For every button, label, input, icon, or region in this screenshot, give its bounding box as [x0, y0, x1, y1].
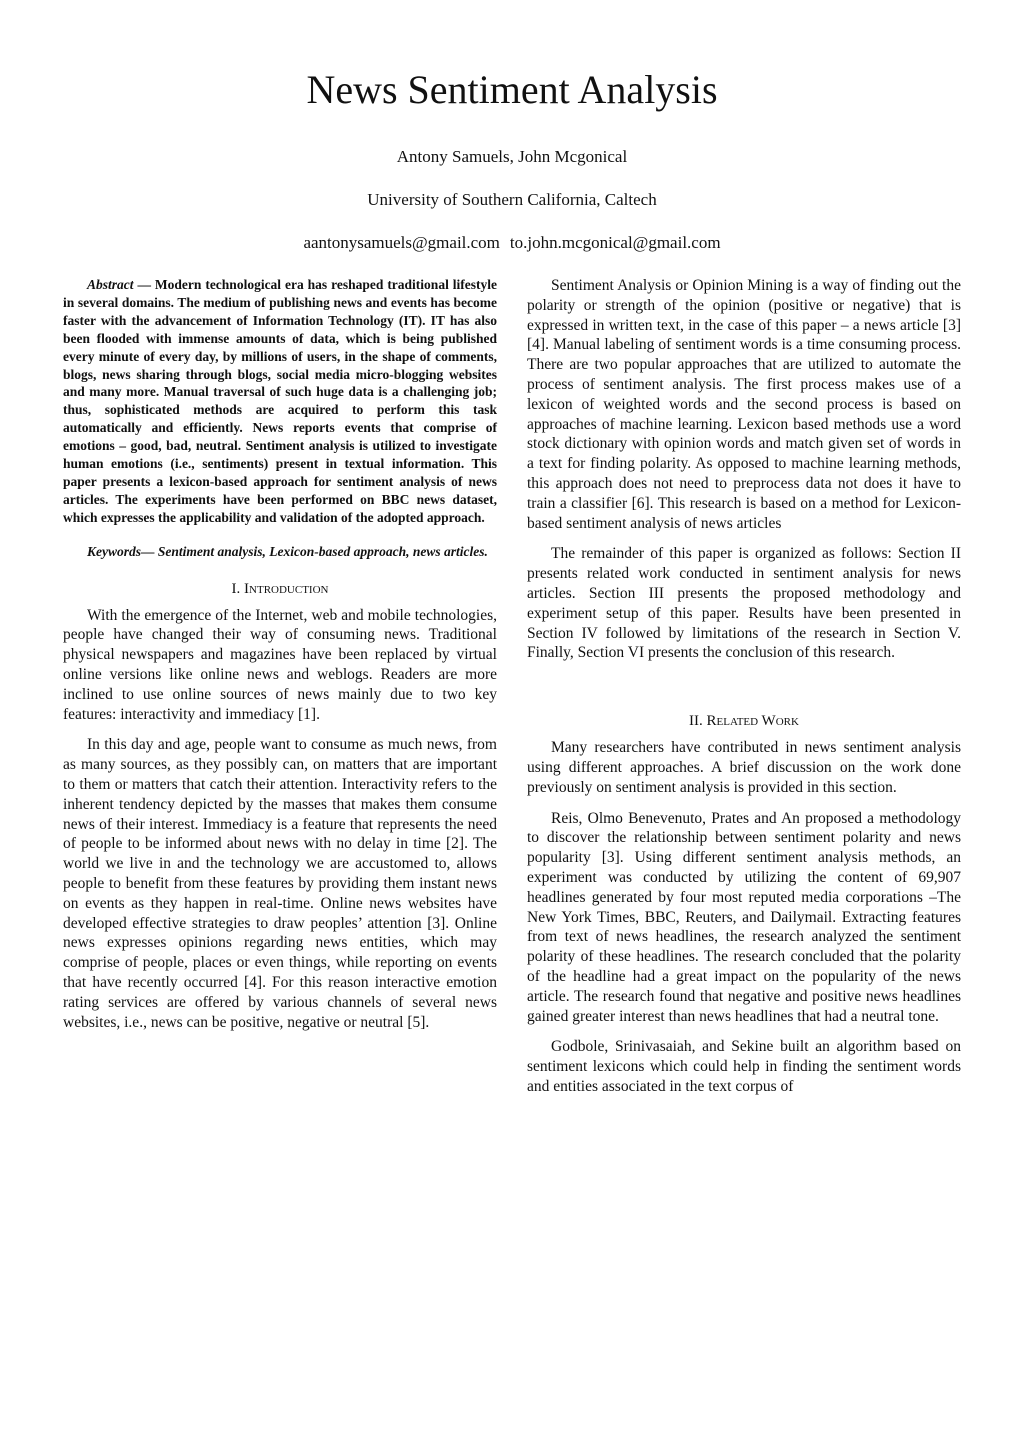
abstract-text: Modern technological era has reshaped traditional lifestyle in several domains. The medium of publishing news and events has become faster with the advancement of Information Technology (IT). IT has also been flooded with immense amounts of data, which is being published every minute of every day, by millions of users, in the shape of comments, blogs, news sharing through blogs, social media micro-blogging websites and many more. Manual traversal of such huge data is a challenging job; thus, sophisticated methods are acquired to perform this task automatically and efficiently. News reports events that comprise of emotions – good, bad, neutral. Sentiment analysis is utilized to investigate human emotions (i.e., sentiments) present in textual information. This paper presents a lexicon-based approach for sentiment analysis of news articles. The experiments have been performed on BBC news dataset, which expresses the applicability and validation of the adopted approach.: [63, 277, 497, 525]
intro-paragraph-3: Sentiment Analysis or Opinion Mining is a way of finding out the polarity or strength of the opinion (positive or negative) that is expressed in written text, in the case of this paper – a news article [3] [4]. Manual labeling of sentiment words is a time consuming process. There are two popular approaches that are utilized to automate the process of sentiment analysis. The first process makes use of a lexicon of weighted words and the second process is based on approaches of machine learning. Lexicon based methods use a word stock dictionary with opinion words and match given set of words in a text for finding polarity. As opposed to machine learning methods, this approach does not need to preprocess data not does it have to train a classifier [6]. This research is based on a method for Lexicon-based sentiment analysis of news articles: [527, 277, 961, 532]
paper-affiliation: University of Southern California, Caltech: [367, 190, 657, 209]
related-work-paragraph-2: Reis, Olmo Benevenuto, Prates and An proposed a methodology to discover the relationship between sentiment polarity and news popularity [3]. Using different sentiment analysis methods, an experiment was conducted by utilizing the content of 69,907 headlines generated by four most reputed media corporations –The New York Times, BBC, Reuters, and Dailymail. Extracting features from text of news headlines, the research analyzed the sentiment polarity of these headlines. The research concluded that the polarity of the headline had a great impact on the popularity of the news article. The research found that negative and positive news headlines gained greater interest than news headlines that had a neutral tone.: [527, 809, 961, 1025]
related-work-paragraph-3: Godbole, Srinivasaiah, and Sekine built an algorithm based on sentiment lexicons which could help in finding the sentiment words and entities associated in the text corpus of: [527, 1038, 961, 1095]
abstract: [63, 276, 497, 527]
intro-paragraph-2: In this day and age, people want to consume as much news, from as many sources, as they possibly can, on matters that are important to them or matters that catch their attention. Interactivity refers to the inherent tendency depicted by the masses that makes them consume news of their interest. Immediacy is a feature that represents the need of people to be informed about news with no delay in time [2]. The world we live in and the technology we are accustomed to, allows people to benefit from these features by providing them instant news on events as they happen in real-time. Online news websites have developed effective strategies to draw peoples’ attention [3]. Online news expresses opinions regarding news entities, which may comprise of people, places or even things, while reporting on events that have recently occurred [4]. For this reason interactive emotion rating services are offered by various channels of several news websites, i.e., news can be positive, negative or neutral [5].: [63, 736, 497, 1031]
paper-title: News Sentiment Analysis: [306, 67, 718, 112]
section-2-title: Related Work: [706, 713, 799, 730]
intro-paragraph-1: With the emergence of the Internet, web and mobile technologies, people have changed their way of consuming news. Traditional physical newspapers and magazines have been replaced by virtual online versions like online news and weblogs. Readers are more inclined to use online sources of news mainly due to two key features: interactivity and immediacy [1].: [63, 606, 497, 723]
author-email-1: aantonysamuels@gmail.com: [303, 233, 500, 252]
left-column: [63, 276, 497, 1032]
abstract-separator: —: [133, 277, 155, 292]
paper-authors: Antony Samuels, John Mcgonical: [396, 147, 628, 166]
right-column: [527, 276, 961, 1097]
section-2-number: II.: [689, 713, 703, 730]
keywords: Keywords— Sentiment analysis, Lexicon-based approach, news articles.: [87, 543, 488, 559]
section-1-heading: [63, 581, 497, 598]
section-1-title: Introduction: [244, 580, 329, 597]
related-work-paragraph-1: Many researchers have contributed in news sentiment analysis using different approaches. A brief discussion on the work done previously on sentiment analysis is provided in this section.: [527, 739, 961, 796]
section-2-heading: [527, 713, 961, 730]
section-1-number: I.: [231, 580, 241, 597]
paper-emails: [0, 233, 1024, 253]
author-email-2: to.john.mcgonical@gmail.com: [509, 233, 721, 252]
abstract-label: Abstract: [87, 277, 134, 292]
intro-paragraph-4: The remainder of this paper is organized as follows: Section II presents related work conducted in sentiment analysis for news articles. Section III presents the proposed methodology and experiment setup of this paper. Results have been presented in Section IV followed by limitations of the research in Section V. Finally, Section VI presents the conclusion of this research.: [527, 545, 961, 662]
